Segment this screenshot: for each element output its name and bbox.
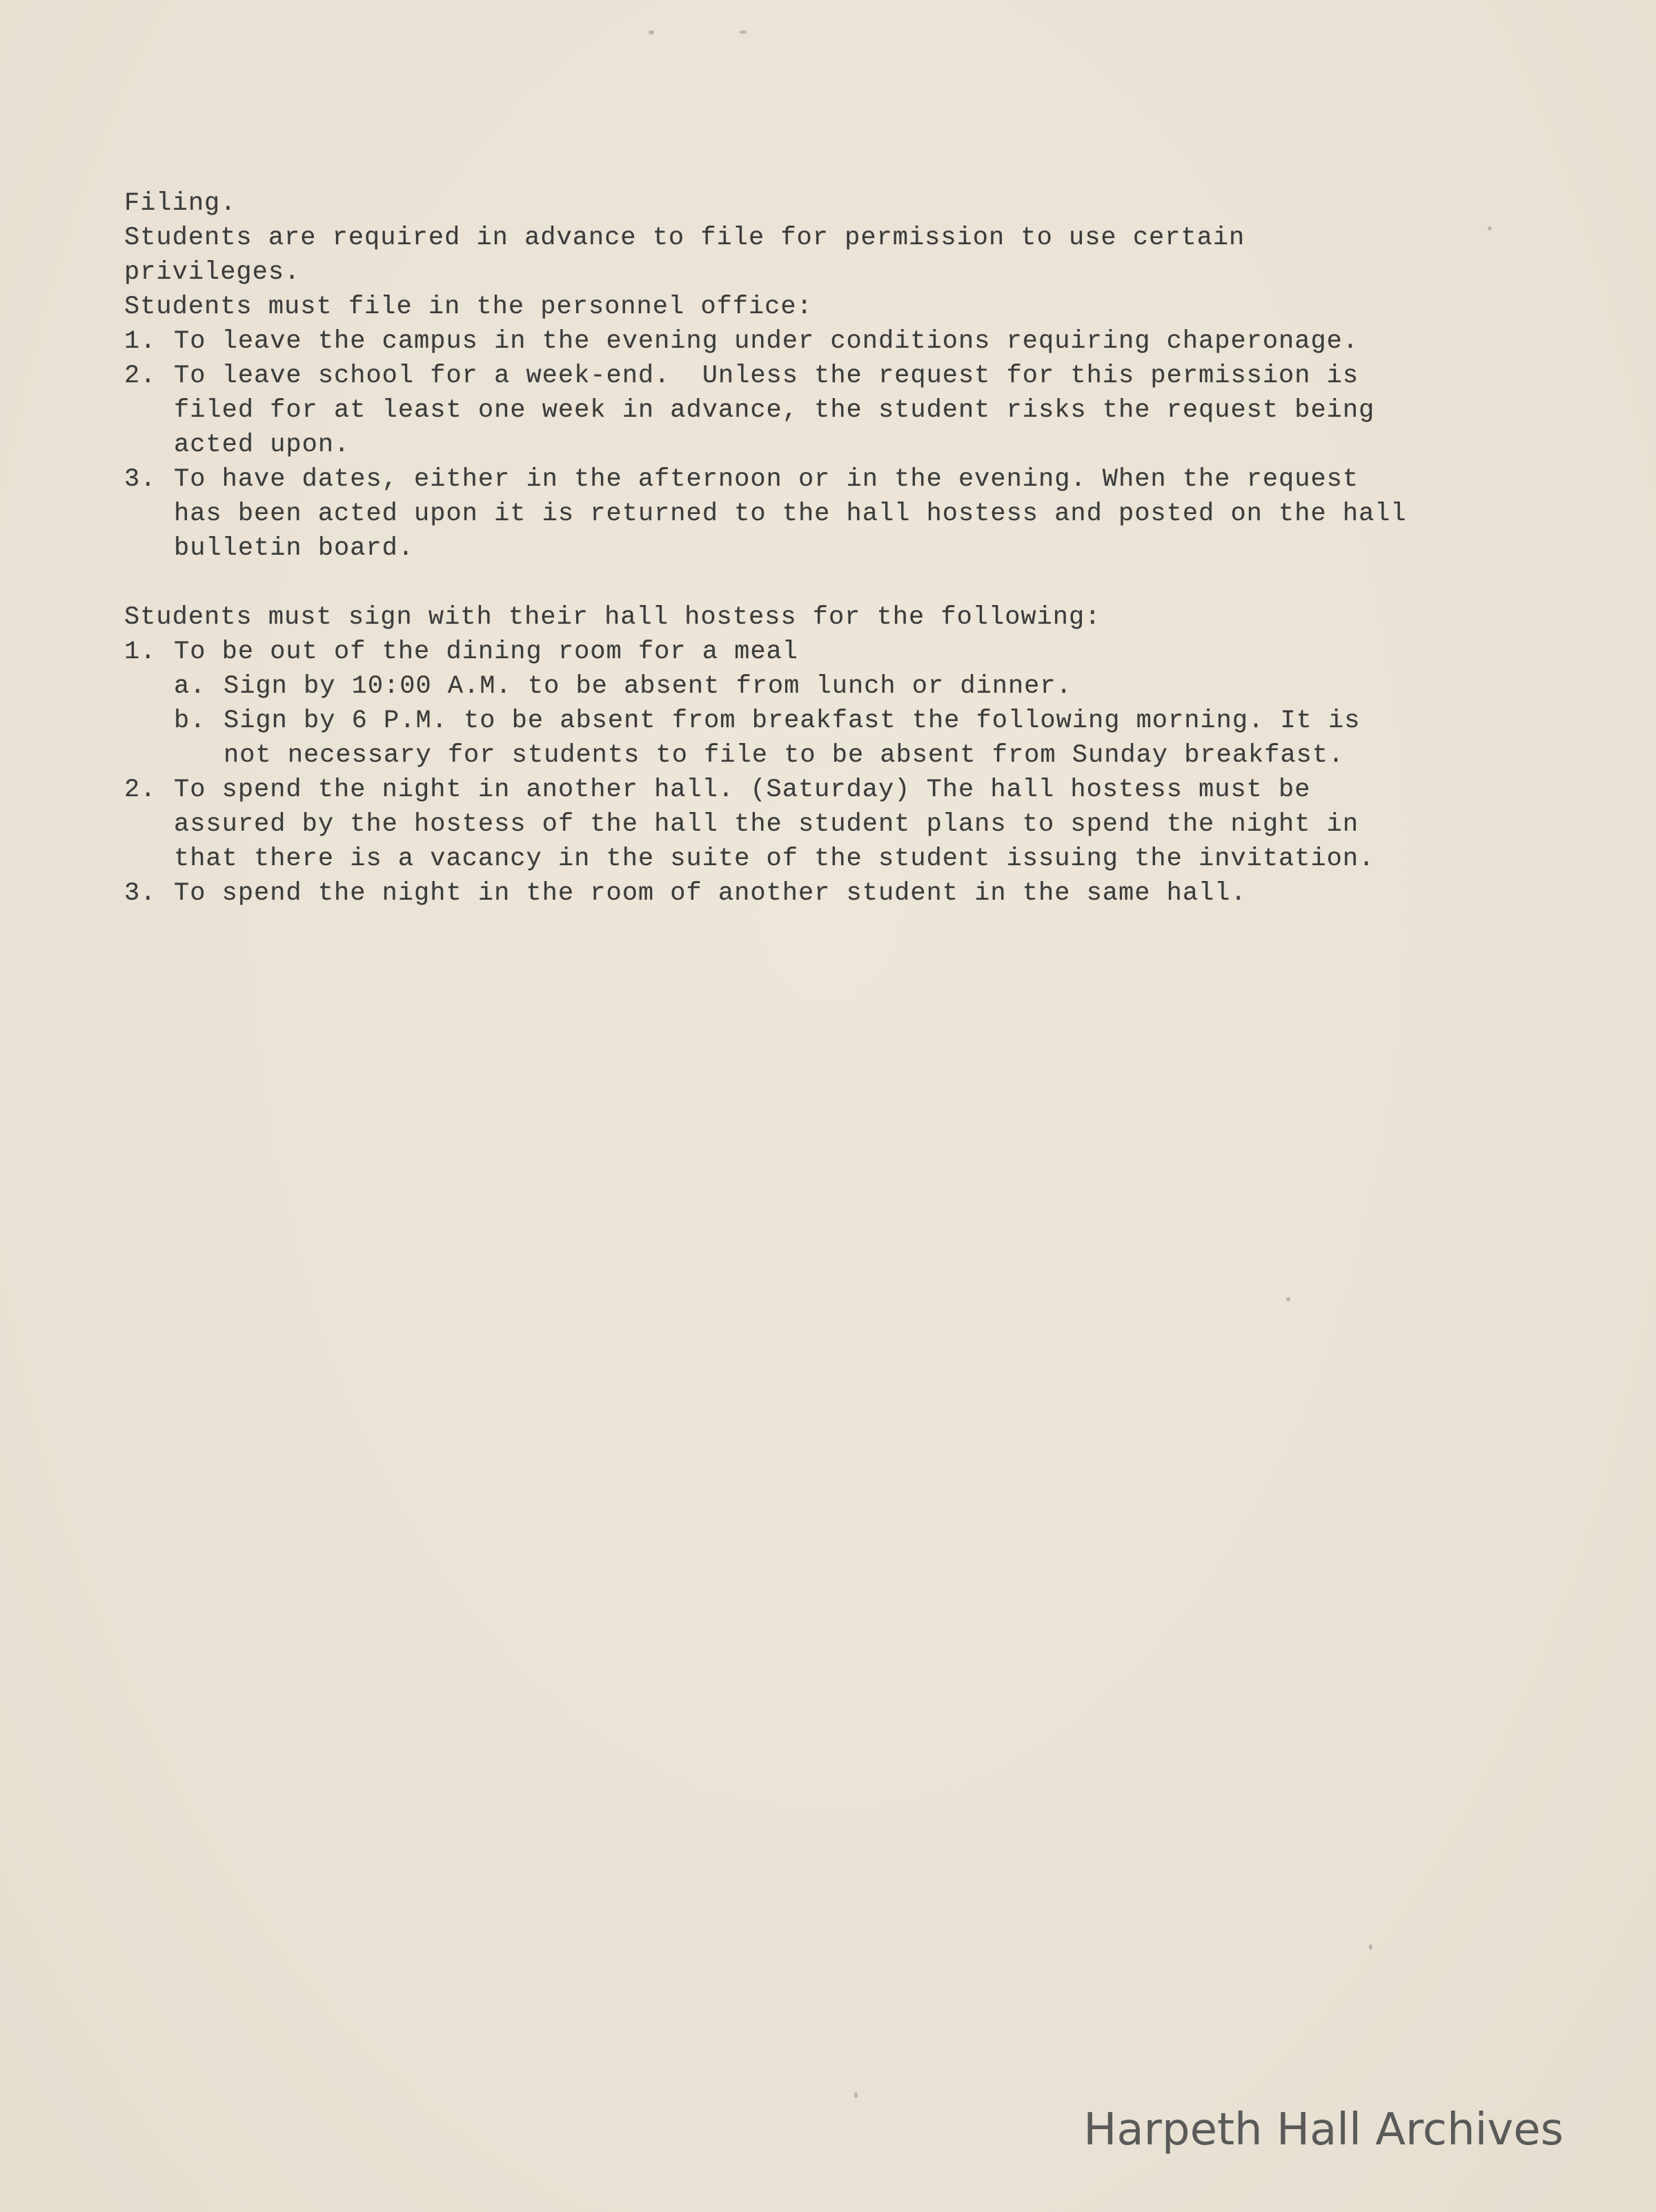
paper-speck [740, 30, 747, 34]
subitem-letter: b. [174, 707, 206, 735]
item-number: 3. [124, 465, 157, 494]
hostess-item-2 [124, 773, 1504, 876]
item-number: 2. [124, 776, 157, 804]
subitem-line: not necessary for students to file to be absent from Sunday breakfast. [224, 741, 1345, 770]
item-line: filed for at least one week in advance, the student risks the request being [174, 396, 1375, 425]
subitem-line: Sign by 6 P.M. to be absent from breakfast the following morning. It is [224, 707, 1361, 735]
archive-watermark: Harpeth Hall Archives [1083, 2104, 1564, 2155]
item-line: bulletin board. [174, 534, 415, 563]
subitem-letter: a. [174, 672, 206, 701]
item-line: To leave school for a week-end. Unless the request for this permission is [174, 362, 1359, 391]
item-line: To leave the campus in the evening under conditions requiring chaperonage. [174, 327, 1359, 356]
item-line: that there is a vacancy in the suite of the student issuing the invitation. [174, 845, 1375, 873]
item-line: assured by the hostess of the hall the student plans to spend the night in [174, 810, 1359, 839]
item-line: To be out of the dining room for a meal [174, 638, 798, 666]
office-item-2 [124, 359, 1504, 462]
office-heading: Students must file in the personnel office: [124, 293, 813, 322]
item-line: To spend the night in the room of another student in the same hall. [174, 879, 1247, 908]
item-number: 1. [124, 638, 157, 666]
typed-text [124, 186, 1504, 911]
paper-speck [1286, 1297, 1290, 1301]
hostess-item-3 [124, 876, 1504, 911]
paper-speck [649, 30, 654, 34]
item-number: 3. [124, 879, 157, 908]
hostess-subitem-a [174, 669, 1504, 704]
paper-speck [854, 2092, 858, 2098]
office-item-3 [124, 462, 1504, 566]
item-line: acted upon. [174, 431, 351, 460]
blank-line [124, 566, 1504, 600]
intro-line: Students are required in advance to file for permission to use certain [124, 224, 1245, 253]
item-line: To spend the night in another hall. (Saturday) The hall hostess must be [174, 776, 1311, 804]
paper-speck [1369, 1944, 1372, 1950]
hostess-heading: Students must sign with their hall hostess for the following: [124, 603, 1101, 632]
intro-line: privileges. [124, 258, 301, 287]
office-item-1 [124, 324, 1504, 359]
hostess-subitem-b [174, 704, 1504, 773]
subitem-line: Sign by 10:00 A.M. to be absent from lunch or dinner. [224, 672, 1072, 701]
item-number: 1. [124, 327, 157, 356]
hostess-item-1 [124, 635, 1504, 669]
item-line: has been acted upon it is returned to the hall hostess and posted on the hall [174, 500, 1407, 529]
item-number: 2. [124, 362, 157, 391]
item-line: To have dates, either in the afternoon or in the evening. When the request [174, 465, 1359, 494]
heading-filing: Filing. [124, 189, 237, 218]
